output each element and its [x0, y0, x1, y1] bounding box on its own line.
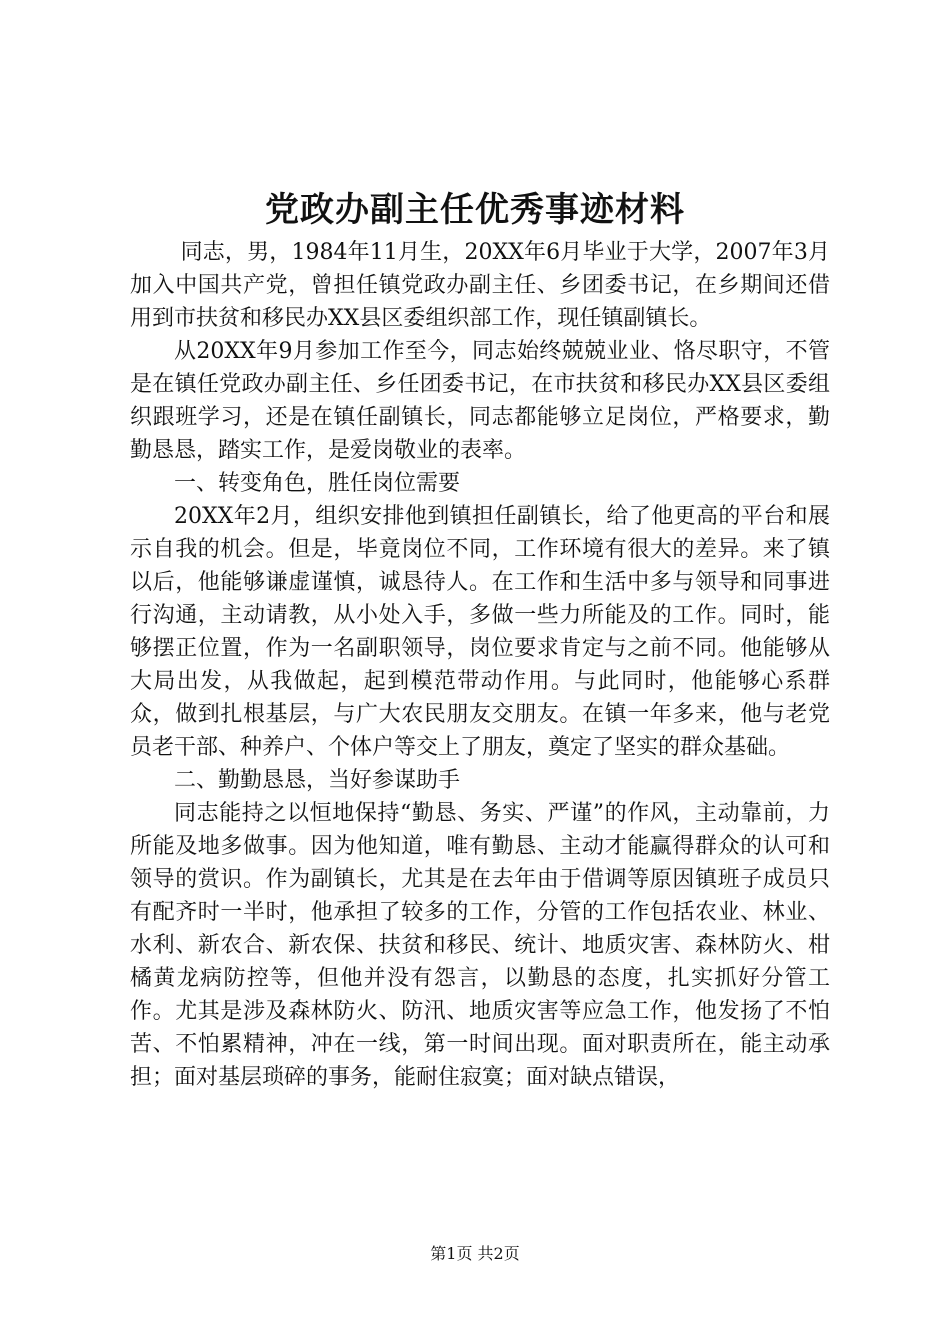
- paragraph-section-2: 同志能持之以恒地保持“勤恳、务实、严谨”的作风，主动靠前，力所能及地多做事。因为他知道，唯有勤恳、主动才能赢得群众的认可和领导的赏识。作为副镇长，尤其是在去年由于借调等原因镇班子成员只有配齐时一半时，他承担了较多的工作，分管的工作包括农业、林业、水利、新农合、新农保、扶贫和移民、统计、地质灾害、森林防火、柑橘黄龙病防控等，但他并没有怨言，以勤恳的态度，扎实抓好分管工作。尤其是涉及森林防火、防汛、地质灾害等应急工作，他发扬了不怕苦、不怕累精神，冲在一线，第一时间出现。面对职责所在，能主动承担；面对基层琐碎的事务，能耐住寂寞；面对缺点错误，: [130, 801, 830, 1090]
- document-body: [130, 236, 830, 1094]
- paragraph-intro: 同志，男，1984年11月生，20XX年6月毕业于大学，2007年3月加入中国共产党，曾担任镇党政办副主任、乡团委书记，在乡期间还借用到市扶贫和移民办XX县区委组织部工作，现任镇副镇长。: [130, 240, 830, 331]
- paragraph-summary: 从20XX年9月参加工作至今，同志始终兢兢业业、恪尽职守，不管是在镇任党政办副主任、乡任团委书记，在市扶贫和移民办XX县区委组织跟班学习，还是在镇任副镇长，同志都能够立足岗位，严格要求，勤勤恳恳，踏实工作，是爱岗敬业的表率。: [130, 339, 830, 463]
- paragraph-section-1: 20XX年2月，组织安排他到镇担任副镇长，给了他更高的平台和展示自我的机会。但是，毕竟岗位不同，工作环境有很大的差异。来了镇以后，他能够谦虚谨慎，诚恳待人。在工作和生活中多与领导和同事进行沟通，主动请教，从小处入手，多做一些力所能及的工作。同时，能够摆正位置，作为一名副职领导，岗位要求肯定与之前不同。他能够从大局出发，从我做起，起到模范带动作用。与此同时，他能够心系群众，做到扎根基层，与广大农民朋友交朋友。在镇一年多来，他与老党员老干部、种养户、个体户等交上了朋友，奠定了坚实的群众基础。: [130, 504, 830, 760]
- section-heading-1: 一、转变角色，胜任岗位需要: [174, 471, 461, 496]
- document-title: 党政办副主任优秀事迹材料: [265, 190, 685, 230]
- section-heading-2: 二、勤勤恳恳，当好参谋助手: [174, 768, 461, 793]
- page-number-footer: 第1页 共2页: [430, 1244, 520, 1263]
